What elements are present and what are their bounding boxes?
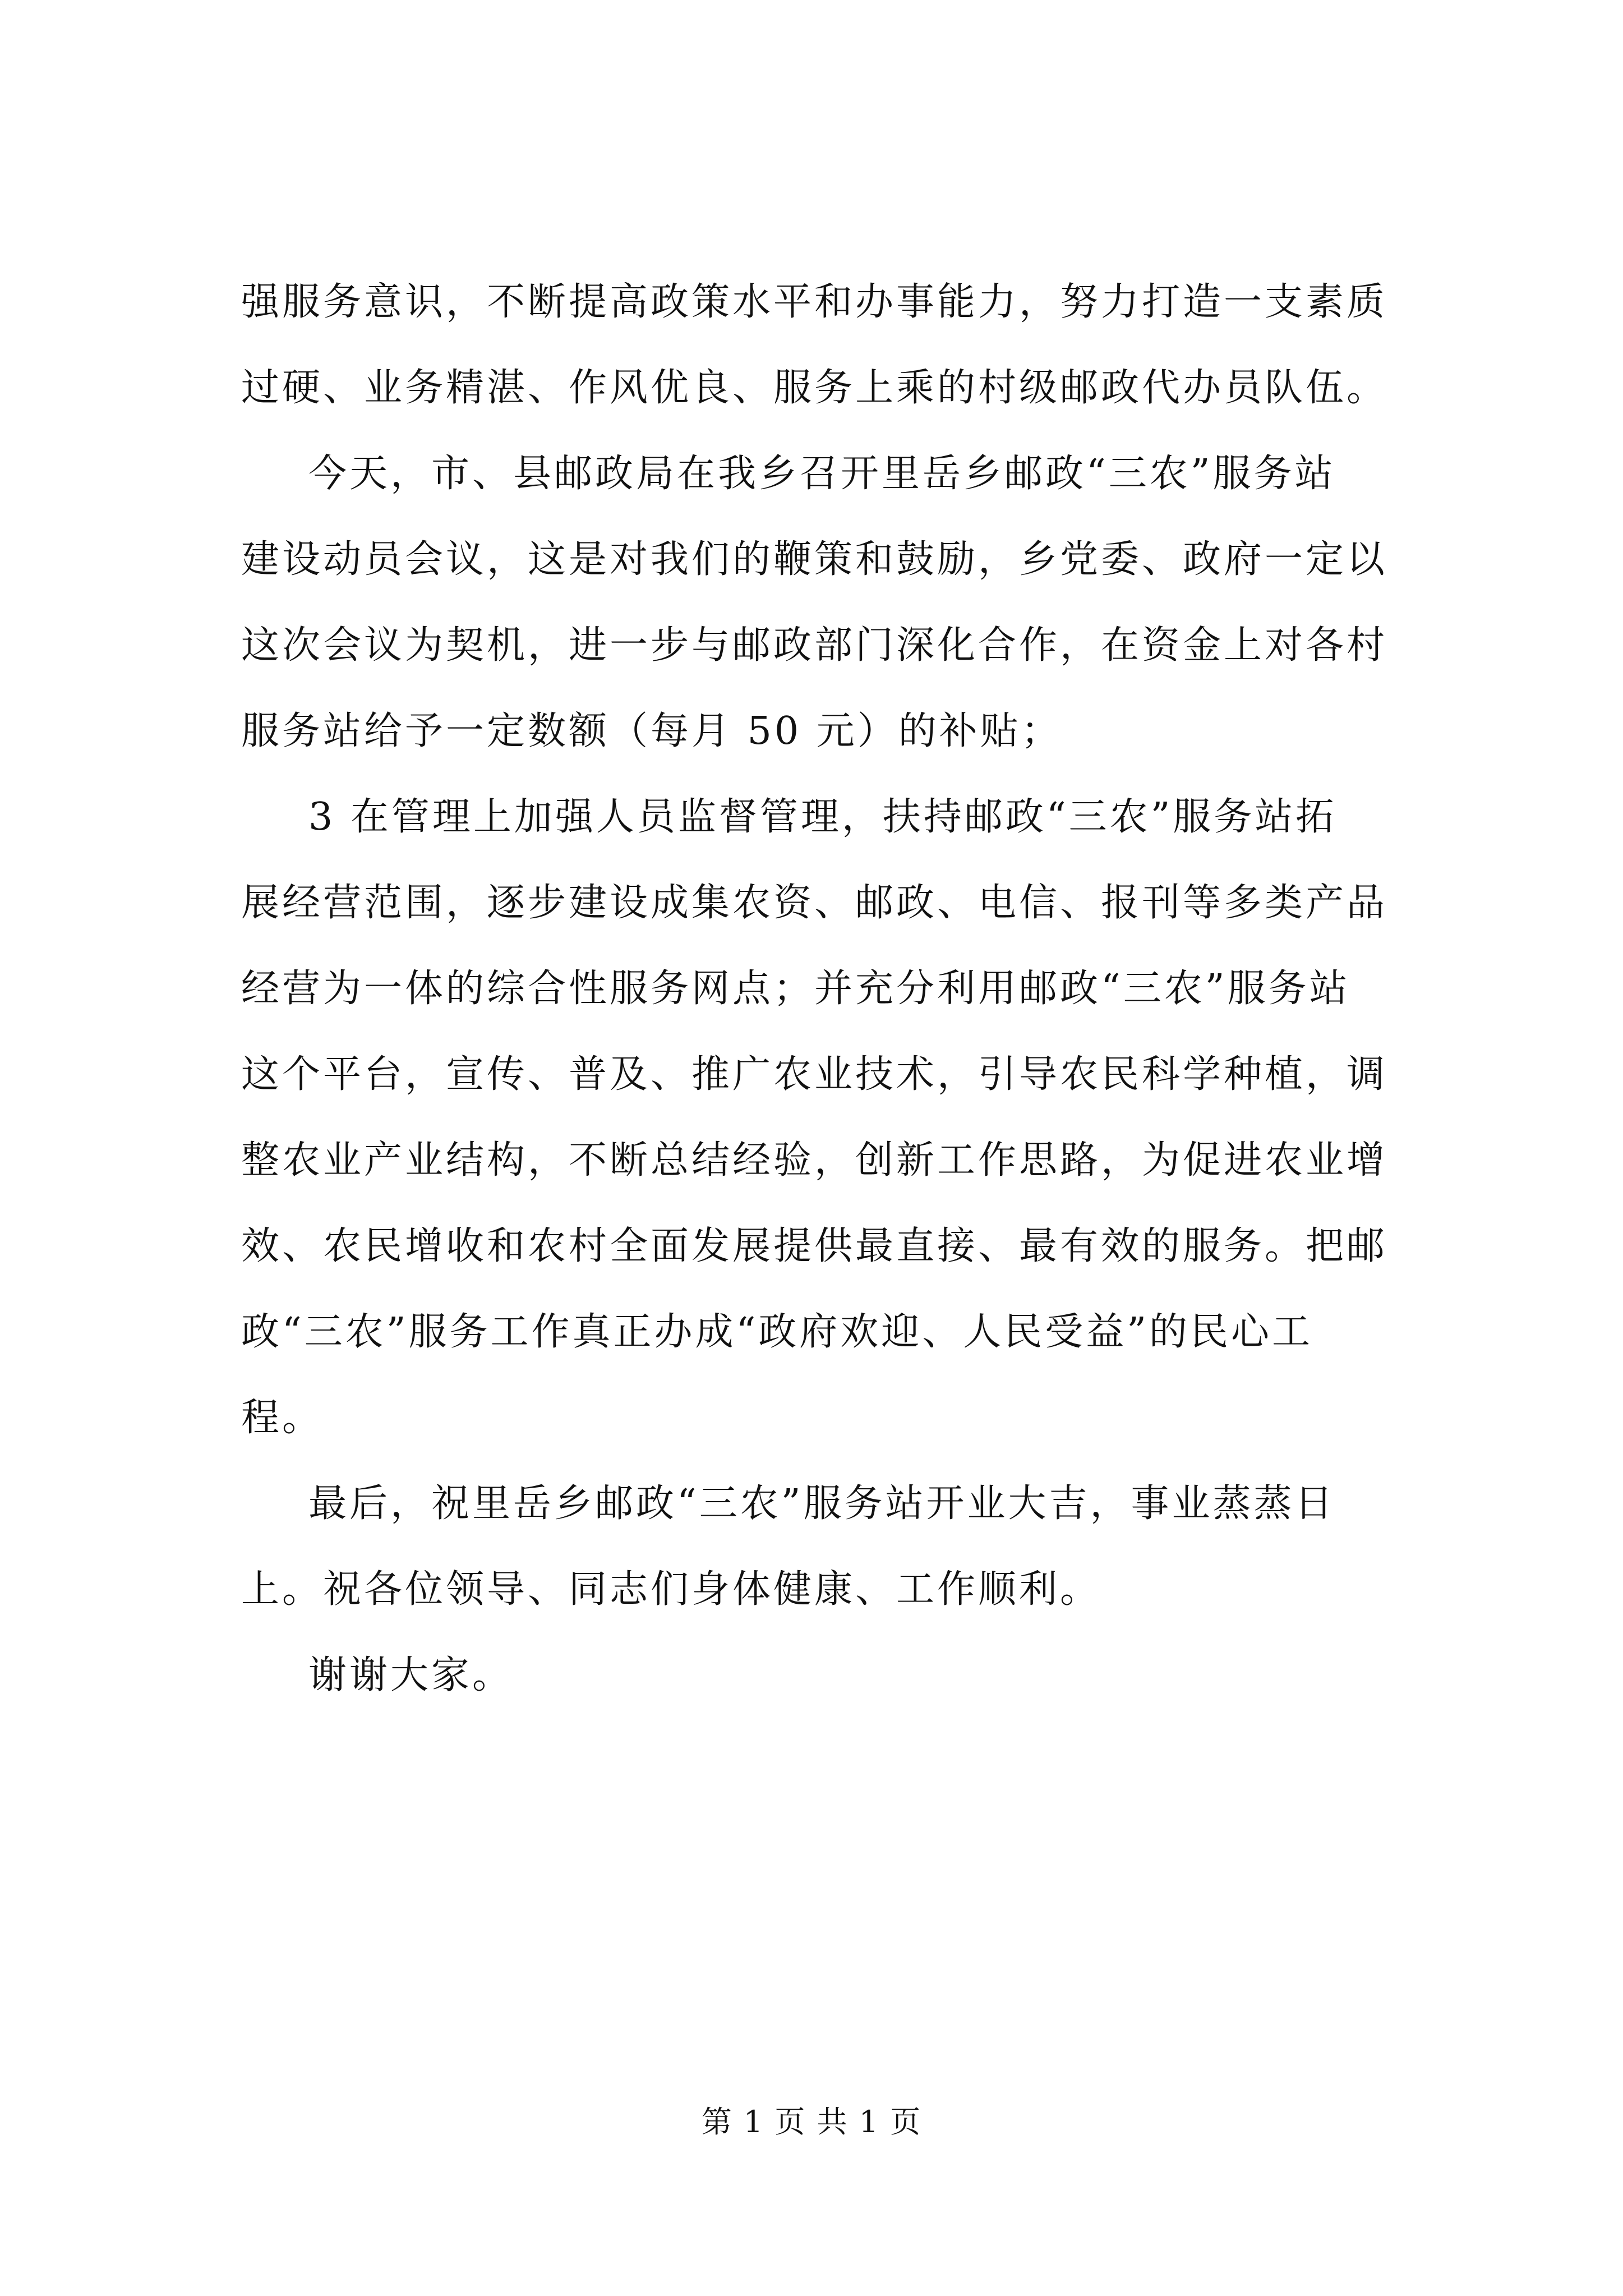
paragraph-line: 这次会议为契机，进一步与邮政部门深化合作，在资金上对各村: [241, 623, 1388, 668]
paragraph-line: 3 在管理上加强人员监督管理，扶持邮政“三农”服务站拓: [308, 795, 1337, 839]
paragraph-line: 这个平台，宣传、普及、推广农业技术，引导农民科学种植，调: [241, 1052, 1388, 1097]
paragraph-line: 整农业产业结构，不断总结经验，创新工作思路，为促进农业增: [241, 1138, 1388, 1182]
paragraph-line: 效、农民增收和农村全面发展提供最直接、最有效的服务。把邮: [241, 1224, 1388, 1268]
page-number-label: 第 1 页 共 1 页: [701, 2104, 922, 2139]
document-body: [241, 259, 1424, 1718]
paragraph-line: 过硬、业务精湛、作风优良、服务上乘的村级邮政代办员队伍。: [241, 366, 1388, 410]
paragraph-line: 服务站给予一定数额（每月 50 元）的补贴；: [241, 709, 1062, 753]
paragraph-line: 强服务意识，不断提高政策水平和办事能力，努力打造一支素质: [241, 280, 1388, 324]
paragraph-line: 政“三农”服务工作真正办成“政府欢迎、人民受益”的民心工: [241, 1310, 1313, 1354]
paragraph-line: 上。祝各位领导、同志们身体健康、工作顺利。: [241, 1567, 1101, 1612]
paragraph-line: 经营为一体的综合性服务网点；并充分利用邮政“三农”服务站: [241, 967, 1350, 1011]
paragraph-line: 谢谢大家。: [308, 1653, 514, 1697]
paragraph-line: 展经营范围，逐步建设成集农资、邮政、电信、报刊等多类产品: [241, 881, 1388, 925]
paragraph-line: 建设动员会议，这是对我们的鞭策和鼓励，乡党委、政府一定以: [241, 537, 1388, 582]
page-footer: [0, 2102, 1623, 2142]
paragraph-line: 最后，祝里岳乡邮政“三农”服务站开业大吉，事业蒸蒸日: [308, 1481, 1336, 1526]
paragraph-line: 今天，市、县邮政局在我乡召开里岳乡邮政“三农”服务站: [308, 452, 1336, 496]
paragraph-line: 程。: [241, 1396, 324, 1440]
